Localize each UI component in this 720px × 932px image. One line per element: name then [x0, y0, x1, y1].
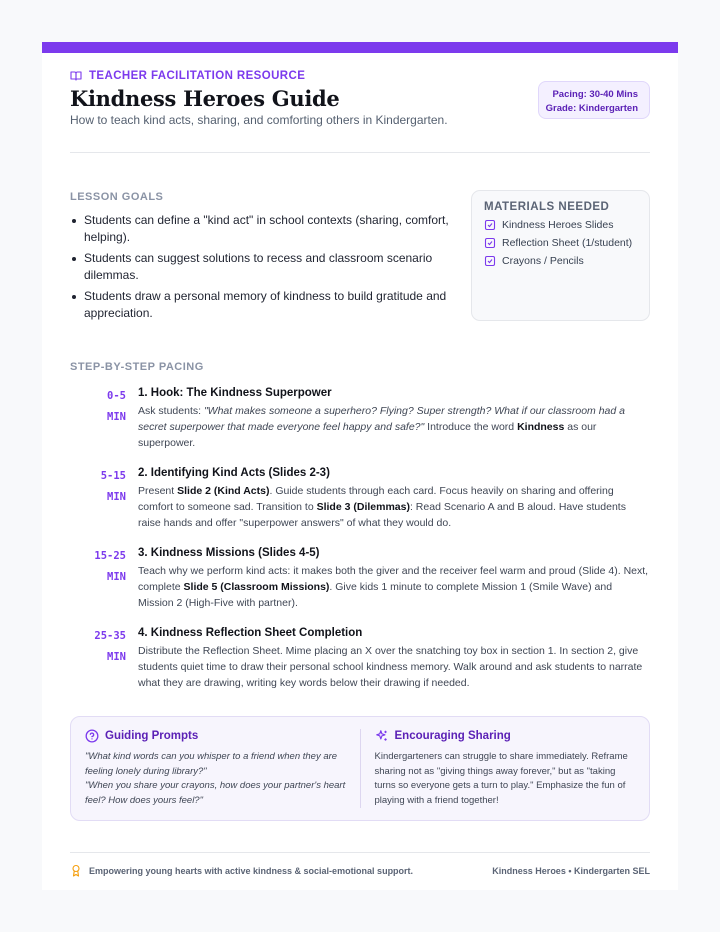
- material-label: Kindness Heroes Slides: [502, 219, 614, 231]
- step-text: Ask students: "What makes someone a superhero? Flying? Super strength? What if our classroom had a secret superpower that made everyone feel happy and safe?" Introduce the word Kindness as our superpower.: [138, 405, 625, 449]
- goals-label: LESSON GOALS: [70, 191, 164, 203]
- pacing-value: 30-40 Mins: [589, 89, 638, 100]
- material-label: Reflection Sheet (1/student): [502, 237, 633, 249]
- encouraging-sharing: [361, 729, 636, 808]
- question-circle-icon: [85, 729, 99, 743]
- step-body: [126, 466, 650, 531]
- step-title: 3. Kindness Missions (Slides 4-5): [138, 547, 320, 559]
- checkbox-icon: [484, 255, 496, 267]
- footer-tagline: Empowering young hearts with active kindness & social-emotional support.: [89, 865, 414, 876]
- step-item: [70, 466, 650, 531]
- prompt-line: "What kind words can you whisper to a friend when they are feeling lonely during library?": [85, 751, 338, 777]
- material-item: [484, 237, 637, 249]
- step-time: 25-35 MIN: [94, 630, 126, 663]
- header: [70, 53, 650, 153]
- tips-callout: [70, 716, 650, 821]
- step-item: [70, 546, 650, 611]
- step-title: 4. Kindness Reflection Sheet Completion: [138, 627, 363, 639]
- step-text: Present Slide 2 (Kind Acts). Guide students through each card. Focus heavily on sharing and offering comfort to someone sad. Transition to Slide 3 (Dilemmas): Read Scenario A and B aloud. Have students raise hands and offer "superpower answers" of what they would do.: [138, 485, 626, 529]
- prompts-text: [85, 750, 346, 808]
- step-title: 2. Identifying Kind Acts (Slides 2-3): [138, 467, 330, 479]
- step-body: [126, 626, 650, 691]
- materials-label: MATERIALS NEEDED: [484, 201, 610, 213]
- guiding-prompts: [85, 729, 361, 808]
- materials-card: [471, 190, 650, 321]
- goal-item: Students can define a "kind act" in school contexts (sharing, comfort, helping).: [70, 212, 450, 246]
- step-item: [70, 386, 650, 451]
- sharing-text: Kindergarteners can struggle to share immediately. Reframe sharing not as "giving things away forever," but as "taking turns so everyone gets a turn to play." Emphasize the fun of playing with a friend together!: [374, 751, 628, 806]
- eyebrow-text: TEACHER FACILITATION RESOURCE: [89, 70, 306, 82]
- step-title: 1. Hook: The Kindness Superpower: [138, 387, 332, 399]
- step-time: 15-25 MIN: [94, 550, 126, 583]
- page-subtitle: How to teach kind acts, sharing, and comforting others in Kindergarten.: [70, 113, 448, 127]
- goal-item: Students draw a personal memory of kindness to build gratitude and appreciation.: [70, 288, 450, 322]
- pacing-label: STEP-BY-STEP PACING: [70, 361, 204, 373]
- grade-key: Grade:: [545, 102, 577, 114]
- document-page: [42, 42, 678, 890]
- pacing-section: [70, 361, 650, 691]
- checkbox-icon: [484, 237, 496, 249]
- goal-item: Students can suggest solutions to recess and classroom scenario dilemmas.: [70, 250, 450, 284]
- footer: [70, 852, 650, 877]
- step-body: [126, 386, 650, 451]
- material-item: [484, 255, 637, 267]
- sharing-heading: Encouraging Sharing: [375, 729, 636, 743]
- steps-list: [70, 386, 650, 691]
- book-open-icon: [70, 70, 82, 82]
- medal-icon: [70, 864, 82, 877]
- lesson-goals: [70, 191, 450, 322]
- pacing-key: Pacing:: [552, 89, 587, 100]
- page-title: Kindness Heroes Guide: [70, 86, 340, 111]
- guiding-prompts-heading: Guiding Prompts: [85, 729, 346, 743]
- footer-left: [70, 864, 413, 877]
- step-item: [70, 626, 650, 691]
- step-time: 0-5 MIN: [107, 390, 126, 423]
- goals-row: [70, 191, 650, 361]
- material-item: [484, 219, 637, 231]
- prompt-line: "When you share your crayons, how does your partner's heart feel? How does yours feel?": [85, 780, 346, 806]
- accent-top-bar: [42, 42, 678, 53]
- materials-list: [484, 219, 637, 267]
- checkbox-icon: [484, 219, 496, 231]
- step-time: 5-15 MIN: [100, 470, 126, 503]
- sparkles-icon: [375, 729, 389, 743]
- footer-right: Kindness Heroes • Kindergarten SEL: [492, 865, 650, 876]
- grade-value: Kindergarten: [578, 102, 638, 114]
- step-text: Teach why we perform kind acts: it makes both the giver and the receiver feel warm and proud (Slide 4). Next, complete Slide 5 (Classroom Missions). Give kids 1 minute to complete Mission 1 (Smile Wave) and Mission 2 (High-Five with partner).: [138, 565, 649, 609]
- material-label: Crayons / Pencils: [502, 255, 584, 267]
- step-text: Distribute the Reflection Sheet. Mime placing an X over the snatching toy box in section 1. In section 2, give students quiet time to draw their personal school kindness memory. Walk around and ask students to narrate what they are drawing, writing key words below their drawing if needed.: [138, 645, 643, 689]
- step-body: [126, 546, 650, 611]
- meta-box: [538, 81, 650, 119]
- goals-list: [70, 212, 450, 322]
